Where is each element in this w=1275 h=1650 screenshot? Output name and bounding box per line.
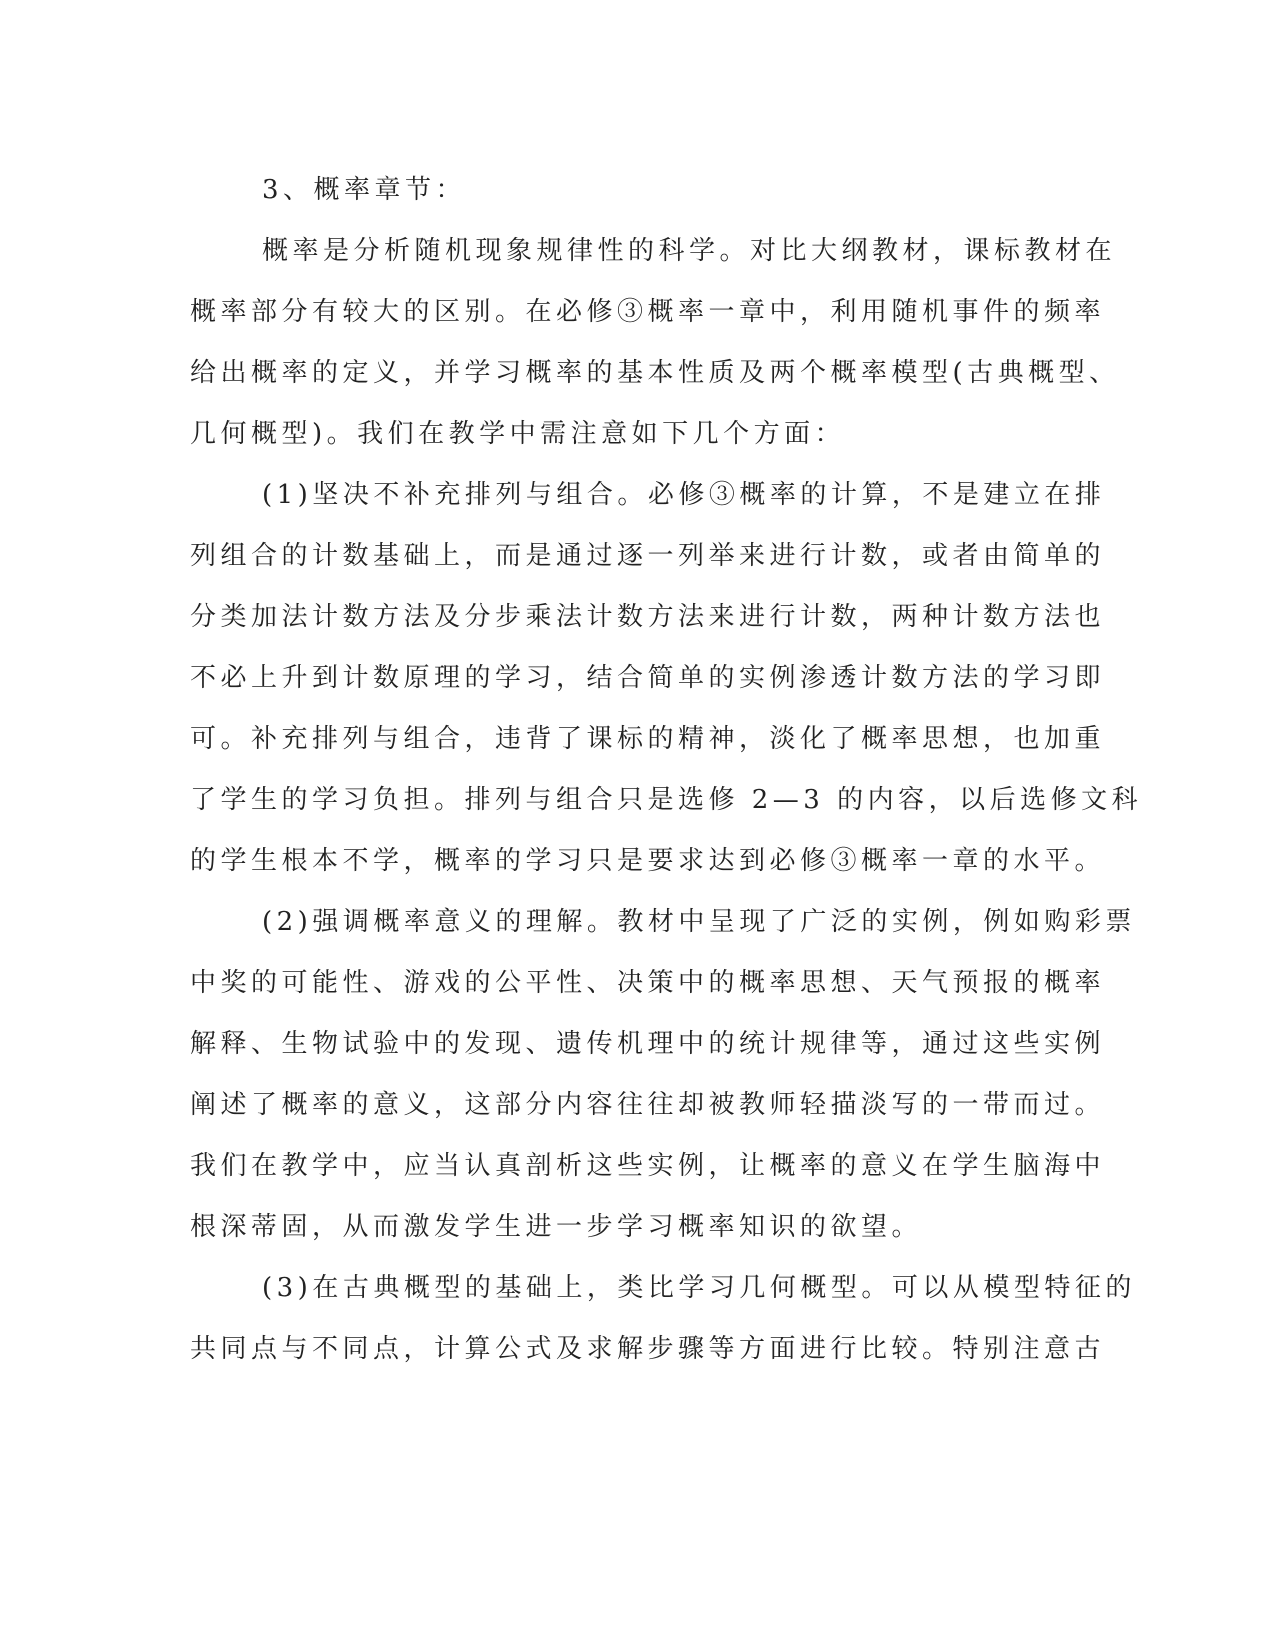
paragraph-line: 中奖的可能性、游戏的公平性、决策中的概率思想、天气预报的概率 <box>190 968 1106 998</box>
paragraph-line: (1)坚决不补充排列与组合。必修③概率的计算，不是建立在排 <box>262 480 1106 510</box>
paragraph-line: (3)在古典概型的基础上，类比学习几何概型。可以从模型特征的 <box>262 1273 1136 1303</box>
paragraph-line: 阐述了概率的意义，这部分内容往往却被教师轻描淡写的一带而过。 <box>190 1090 1106 1120</box>
paragraph-line: 给出概率的定义，并学习概率的基本性质及两个概率模型(古典概型、 <box>190 358 1120 388</box>
paragraph-line: 共同点与不同点，计算公式及求解步骤等方面进行比较。特别注意古 <box>190 1334 1106 1364</box>
paragraph-line: 概率部分有较大的区别。在必修③概率一章中，利用随机事件的频率 <box>190 297 1106 327</box>
paragraph-line: 几何概型)。我们在教学中需注意如下几个方面： <box>190 419 846 449</box>
paragraph-line: 我们在教学中，应当认真剖析这些实例，让概率的意义在学生脑海中 <box>190 1151 1106 1181</box>
section-heading: 3、概率章节： <box>262 175 467 205</box>
paragraph-line: (2)强调概率意义的理解。教材中呈现了广泛的实例，例如购彩票 <box>262 907 1136 937</box>
paragraph-line: 根深蒂固，从而激发学生进一步学习概率知识的欲望。 <box>190 1212 923 1242</box>
document-body <box>190 160 1143 1380</box>
paragraph-line: 了学生的学习负担。排列与组合只是选修 2—3 的内容，以后选修文科 <box>190 785 1143 815</box>
paragraph-line: 列组合的计数基础上，而是通过逐一列举来进行计数，或者由简单的 <box>190 541 1106 571</box>
paragraph-line: 可。补充排列与组合，违背了课标的精神，淡化了概率思想，也加重 <box>190 724 1106 754</box>
paragraph-line: 概率是分析随机现象规律性的科学。对比大纲教材，课标教材在 <box>262 236 1117 266</box>
paragraph-line: 解释、生物试验中的发现、遗传机理中的统计规律等，通过这些实例 <box>190 1029 1106 1059</box>
paragraph-line: 不必上升到计数原理的学习，结合简单的实例渗透计数方法的学习即 <box>190 663 1106 693</box>
paragraph-line: 的学生根本不学，概率的学习只是要求达到必修③概率一章的水平。 <box>190 846 1106 876</box>
paragraph-line: 分类加法计数方法及分步乘法计数方法来进行计数，两种计数方法也 <box>190 602 1106 632</box>
